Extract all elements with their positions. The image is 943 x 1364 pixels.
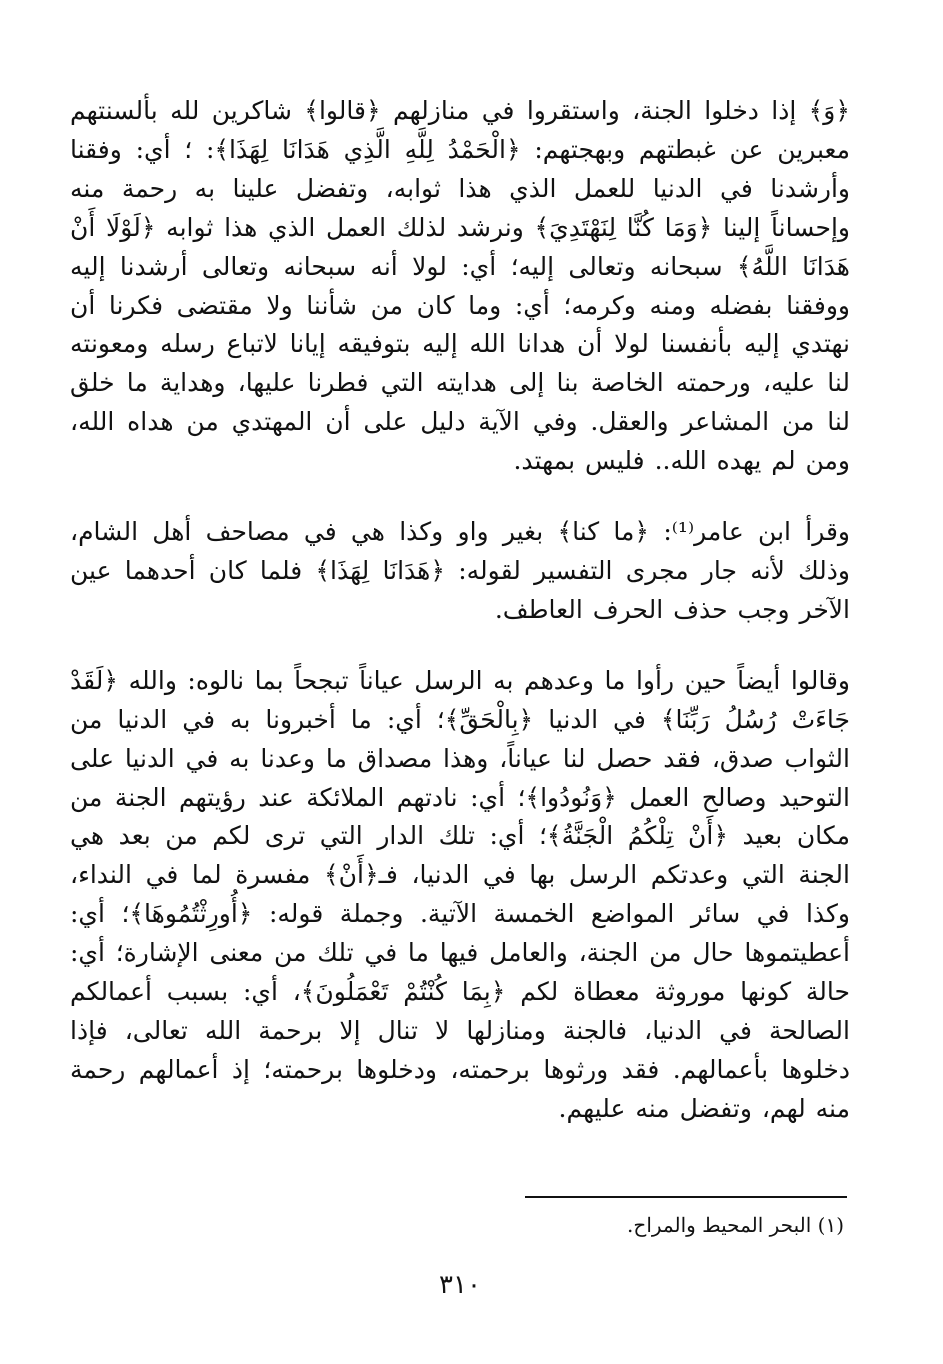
paragraph-ibn-amir-reading: وقرأ ابن عامر⁽¹⁾: ﴿ما كنا﴾ بغير واو وكذا هي في مصاحف أهل الشام، وذلك لأنه جار مجرى التفسير لقوله: ﴿هَدَانَا لِهَذَا﴾ فلما كان أحدهما عين الآخر وجب حذف الحرف العاطف.	[70, 517, 851, 624]
paragraph-messengers-truth: وقالوا أيضاً حين رأوا ما وعدهم به الرسل عياناً تبجحاً بما نالوه: والله ﴿لَقَدْ جَاءَتْ رُسُلُ رَبِّنَا﴾ في الدنيا ﴿بِالْحَقِّ﴾؛ أي: ما أخبرونا به في الدنيا من الثواب صدق، فقد حصل لنا عياناً، وهذا مصداق ما وعدنا به في الدنيا على التوحيد وصالح العمل ﴿وَنُودُوا﴾؛ أي: نادتهم الملائكة عند رؤيتهم الجنة من مكان بعيد ﴿أَنْ تِلْكُمُ الْجَنَّةُ﴾؛ أي: تلك الدار التي ترى لكم من بعد هي الجنة التي وعدتكم الرسل بها في الدنيا، فـ﴿أَنْ﴾ مفسرة لما في النداء، وكذا في سائر المواضع الخمسة الآتية. وجملة قوله: ﴿أُورِثْتُمُوهَا﴾؛ أي: أعطيتموها حال من الجنة، والعامل فيها ما في تلك من معنى الإشارة؛ أي: حالة كونها موروثة معطاة لكم ﴿بِمَا كُنْتُمْ تَعْمَلُونَ﴾، أي: بسبب أعمالكم الصالحة في الدنيا، فالجنة ومنازلها لا تنال إلا برحمة الله تعالى، فإذا دخلوها بأعمالهم. فقد ورثوها برحمته، ودخلوها برحمته؛ إذ أعمالهم رحمة منه لهم، وتفضل منه عليهم.	[70, 665, 850, 1123]
page-number: ٣١٠	[439, 1270, 481, 1300]
footnote-divider	[525, 1196, 847, 1198]
paragraph-entering-paradise: ﴿وَ﴾ إذا دخلوا الجنة، واستقروا في منازلهم ﴿قالوا﴾ شاكرين لله بألسنتهم معبرين عن غبطتهم وبهجتهم: ﴿الْحَمْدُ لِلَّهِ الَّذِي هَدَانَا لِهَذَا﴾: ؛ أي: وفقنا وأرشدنا في الدنيا للعمل الذي هذا ثوابه، وتفضل علينا به رحمة منه وإحساناً إلينا ﴿وَمَا كُنَّا لِنَهْتَدِيَ﴾ ونرشد لذلك العمل الذي هذا ثوابه ﴿لَوْلَا أَنْ هَدَانَا اللَّهُ﴾ سبحانه وتعالى إليه؛ أي: لولا أنه سبحانه وتعالى أرشدنا إليه ووفقنا بفضله ومنه وكرمه؛ أي: وما كان من شأننا ولا مقتضى فكرنا أن نهتدي إليه بأنفسنا لولا أن هدانا الله إليه بتوفيقه إيانا لاتباع رسله ومعونته لنا عليه، ورحمته الخاصة بنا إلى هدايته التي فطرنا عليها، وهداية ما خلق لنا من المشاعر والعقل. وفي الآية دليل على أن المهتدي من هداه الله، ومن لم يهده الله.. فليس بمهتد.	[70, 96, 850, 476]
footnote: (١) البحر المحيط والمراح.	[627, 1213, 844, 1237]
main-text	[70, 92, 850, 1129]
